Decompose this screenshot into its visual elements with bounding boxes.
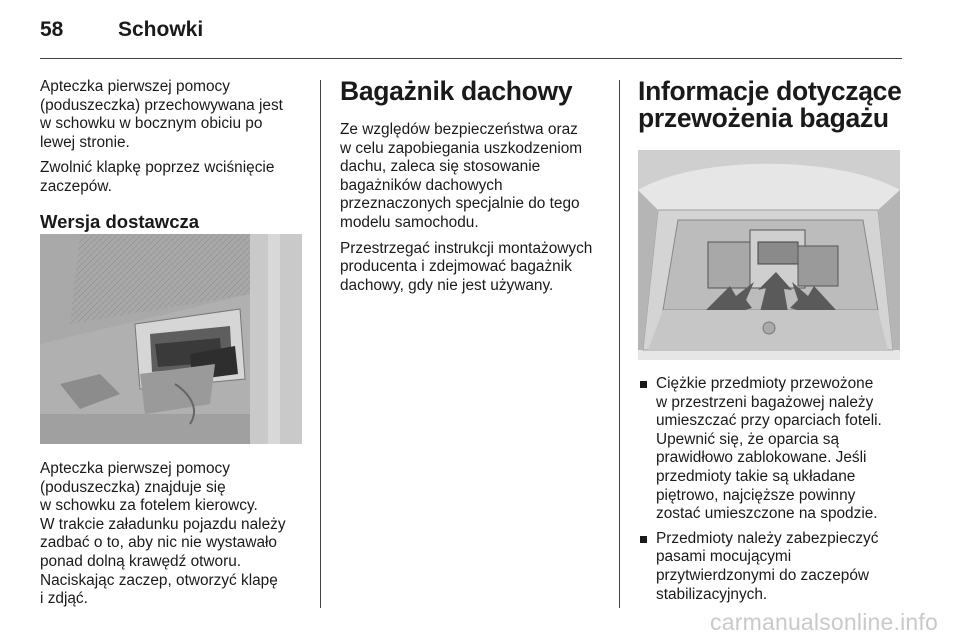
col2-paragraph-1: Ze względów bezpieczeństwa oraz w celu zapobiegania uszkodzeniom dachu, zaleca się stosowanie bagażników dachowych przeznaczonych specjalnie do tego modelu samochodu. bbox=[340, 121, 583, 231]
col1-paragraph-2: Zwolnić klapkę poprzez wciśnięcie zaczepów. bbox=[40, 159, 275, 195]
figure-van-storage bbox=[40, 234, 302, 444]
column-1 bbox=[40, 78, 310, 247]
page-number: 58 bbox=[40, 18, 64, 41]
heading-bagaznik-dachowy: Bagażnik dachowy bbox=[340, 76, 573, 106]
bullet-square-icon bbox=[640, 536, 647, 543]
column-1-lower bbox=[40, 460, 315, 616]
column-divider-2 bbox=[619, 80, 620, 608]
column-3-list bbox=[638, 375, 906, 610]
section-title: Schowki bbox=[118, 18, 204, 41]
list-item: Ciężkie przedmioty przewożone w przestrzeni bagażowej należy umieszczać przy oparciach foteli. Upewnić się, że oparcia są prawidłowo zablokowane. Jeśli przedmioty takie są układane piętrowo, najcięższe powinny zostać umieszczone na spodzie. bbox=[638, 375, 906, 524]
header-rule bbox=[40, 58, 902, 59]
bullet-square-icon bbox=[640, 381, 647, 388]
luggage-bullet-list bbox=[638, 375, 906, 604]
col1-paragraph-1: Apteczka pierwszej pomocy (poduszeczka) przechowywana jest w schowku w bocznym obiciu po lewej stronie. bbox=[40, 78, 283, 151]
watermark: carmanualsonline.info bbox=[710, 609, 938, 635]
list-item: Przedmioty należy zabezpieczyć pasami mocującymi przytwierdzonymi do zaczepów stabilizacyjnych. bbox=[638, 530, 906, 604]
heading-informacje: Informacje dotyczące przewożenia bagażu bbox=[638, 76, 902, 133]
column-divider-1 bbox=[320, 80, 321, 608]
figure-luggage-area bbox=[638, 150, 900, 360]
column-3 bbox=[638, 78, 906, 132]
col1-paragraph-3: Apteczka pierwszej pomocy (poduszeczka) znajduje się w schowku za fotelem kierowcy. W trakcie załadunku pojazdu należy zadbać o to, aby nic nie wystawało ponad dolną krawędź otworu. Naciskając zaczep, otworzyć klapę i zdjąć. bbox=[40, 460, 286, 608]
col2-paragraph-2: Przestrzegać instrukcji montażowych producenta i zdejmować bagażnik dachowy, gdy nie jest używany. bbox=[340, 239, 593, 294]
heading-wersja-dostawcza: Wersja dostawcza bbox=[40, 210, 200, 232]
column-2 bbox=[340, 78, 612, 302]
